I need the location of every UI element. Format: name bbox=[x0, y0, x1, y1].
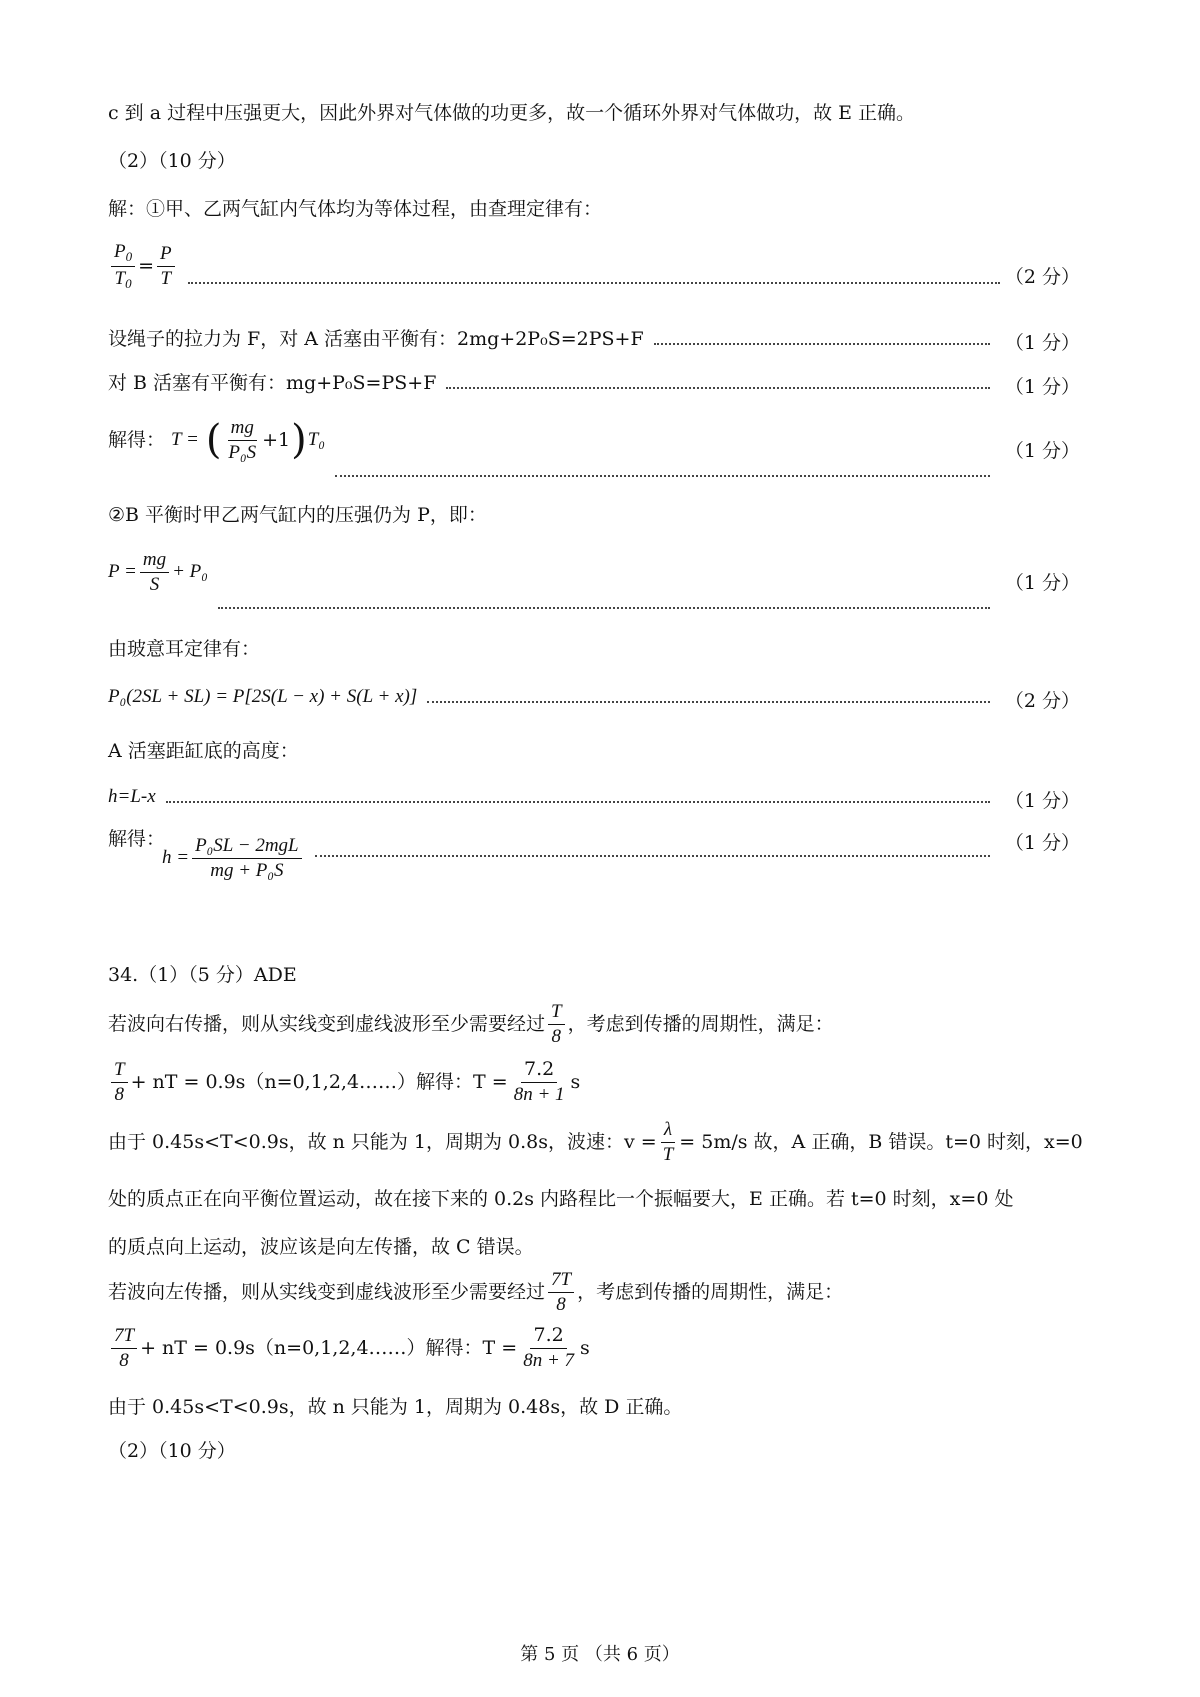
fraction: $\frac{T}{8}$ bbox=[111, 1060, 128, 1105]
leader-dots bbox=[166, 801, 990, 803]
equation-line: 对 B 活塞有平衡有：mg+P₀S=PS+F bbox=[108, 372, 1000, 395]
question-heading: 34.（1）（5 分）ADE bbox=[108, 964, 297, 986]
fraction: $\frac{7T}{8}$ bbox=[548, 1270, 574, 1315]
equation-period-right: $\frac{T}{8}$ + nT = 0.9s（n=0,1,2,4……）解得：T = $\frac{7.2}{8n + 1}$ s bbox=[108, 1060, 1080, 1105]
score-label: （1 分） bbox=[1004, 790, 1080, 812]
fraction: $\frac{P_0}{T_0}$ bbox=[111, 242, 135, 290]
score-label: （1 分） bbox=[1004, 832, 1080, 854]
equation-line: 设绳子的拉力为 F，对 A 活塞由平衡有：2mg+2P₀S=2PS+F bbox=[108, 328, 1000, 351]
fraction: $\frac{\text{P₀SL − 2mgL}}{\text{mg + P₀S}}$ bbox=[192, 836, 302, 881]
fraction: $\frac{7T}{8}$ bbox=[111, 1326, 137, 1371]
text-line: c 到 a 过程中压强更大，因此外界对气体做的功更多，故一个循环外界对气体做功，故 E 正确。 bbox=[108, 102, 916, 124]
fraction: $\frac{7.2}{8n + 1}$ bbox=[513, 1058, 565, 1105]
fraction: $\frac{T}{8}$ bbox=[548, 1002, 565, 1047]
fraction: $\frac{\lambda}{T}$ bbox=[662, 1119, 674, 1165]
leader-dots bbox=[188, 282, 1000, 284]
leader-dots bbox=[446, 387, 990, 389]
score-label: （2 分） bbox=[1004, 266, 1080, 288]
section-heading: （2）（10 分） bbox=[108, 1440, 236, 1462]
text-line: ②B 平衡时甲乙两气缸内的压强仍为 P，即： bbox=[108, 504, 487, 526]
leader-dots bbox=[654, 343, 990, 345]
equation-solution-T: 解得： T = ( $\frac{mg}{\text{P₀S}}$ +1 ) T₀ bbox=[108, 418, 1000, 463]
equation-period-left: $\frac{7T}{8}$ + nT = 0.9s（n=0,1,2,4……）解得：T = $\frac{7.2}{8n + 7}$ s bbox=[108, 1326, 1080, 1371]
equation-solution-h: h = $\frac{\text{P₀SL − 2mgL}}{\text{mg + P₀S}}$ bbox=[162, 836, 1000, 881]
text-line: 由玻意耳定律有： bbox=[108, 638, 261, 660]
text-line: 解得： bbox=[108, 828, 166, 850]
leader-dots bbox=[218, 607, 990, 609]
text-line: 由于 0.45s<T<0.9s，故 n 只能为 1，周期为 0.48s，故 D 正确。 bbox=[108, 1396, 683, 1418]
leader-dots bbox=[335, 475, 990, 477]
fraction: $\frac{mg}{S}$ bbox=[140, 550, 169, 595]
equation-pressure: P = $\frac{mg}{S}$ + P₀ bbox=[108, 550, 1000, 595]
text-line: 若波向左传播，则从实线变到虚线波形至少需要经过 $\frac{7T}{8}$ ，考虑到传播的周期性，满足： bbox=[108, 1269, 844, 1315]
text-line: 由于 0.45s<T<0.9s，故 n 只能为 1，周期为 0.8s，波速：v = $\frac{\lambda}{T}$ = 5m/s 故，A 正确，B 错误。t=0 时刻，x=0 bbox=[108, 1119, 1083, 1165]
score-label: （1 分） bbox=[1004, 376, 1080, 398]
text-line: 解：①甲、乙两气缸内气体均为等体过程，由查理定律有： bbox=[108, 198, 603, 220]
leader-dots bbox=[427, 701, 990, 703]
equation-charles-law: $\frac{P_0}{T_0}$ = $\frac{P}{T}$ bbox=[108, 242, 1080, 290]
fraction: $\frac{P}{T}$ bbox=[157, 244, 175, 289]
score-label: （1 分） bbox=[1004, 572, 1080, 594]
leader-dots bbox=[315, 855, 990, 857]
text-line: 的质点向上运动，波应该是向左传播，故 C 错误。 bbox=[108, 1236, 534, 1258]
text-line: 若波向右传播，则从实线变到虚线波形至少需要经过 $\frac{T}{8}$ ，考虑到传播的周期性，满足： bbox=[108, 1001, 834, 1047]
fraction: $\frac{mg}{\text{P₀S}}$ bbox=[228, 417, 257, 463]
score-label: （2 分） bbox=[1004, 690, 1080, 712]
page-footer: 第 5 页 （共 6 页） bbox=[520, 1644, 680, 1665]
text-line: A 活塞距缸底的高度： bbox=[108, 740, 299, 762]
equation-line: h=L-x bbox=[108, 786, 1000, 809]
fraction: $\frac{7.2}{8n + 7}$ bbox=[523, 1324, 575, 1371]
score-label: （1 分） bbox=[1004, 332, 1080, 354]
section-heading: （2）（10 分） bbox=[108, 150, 236, 172]
equation-boyle: P₀(2SL + SL) = P[2S(L − x) + S(L + x)] bbox=[108, 686, 1000, 709]
text-line: 处的质点正在向平衡位置运动，故在接下来的 0.2s 内路程比一个振幅要大，E 正确。若 t=0 时刻，x=0 处 bbox=[108, 1188, 1014, 1210]
score-label: （1 分） bbox=[1004, 440, 1080, 462]
